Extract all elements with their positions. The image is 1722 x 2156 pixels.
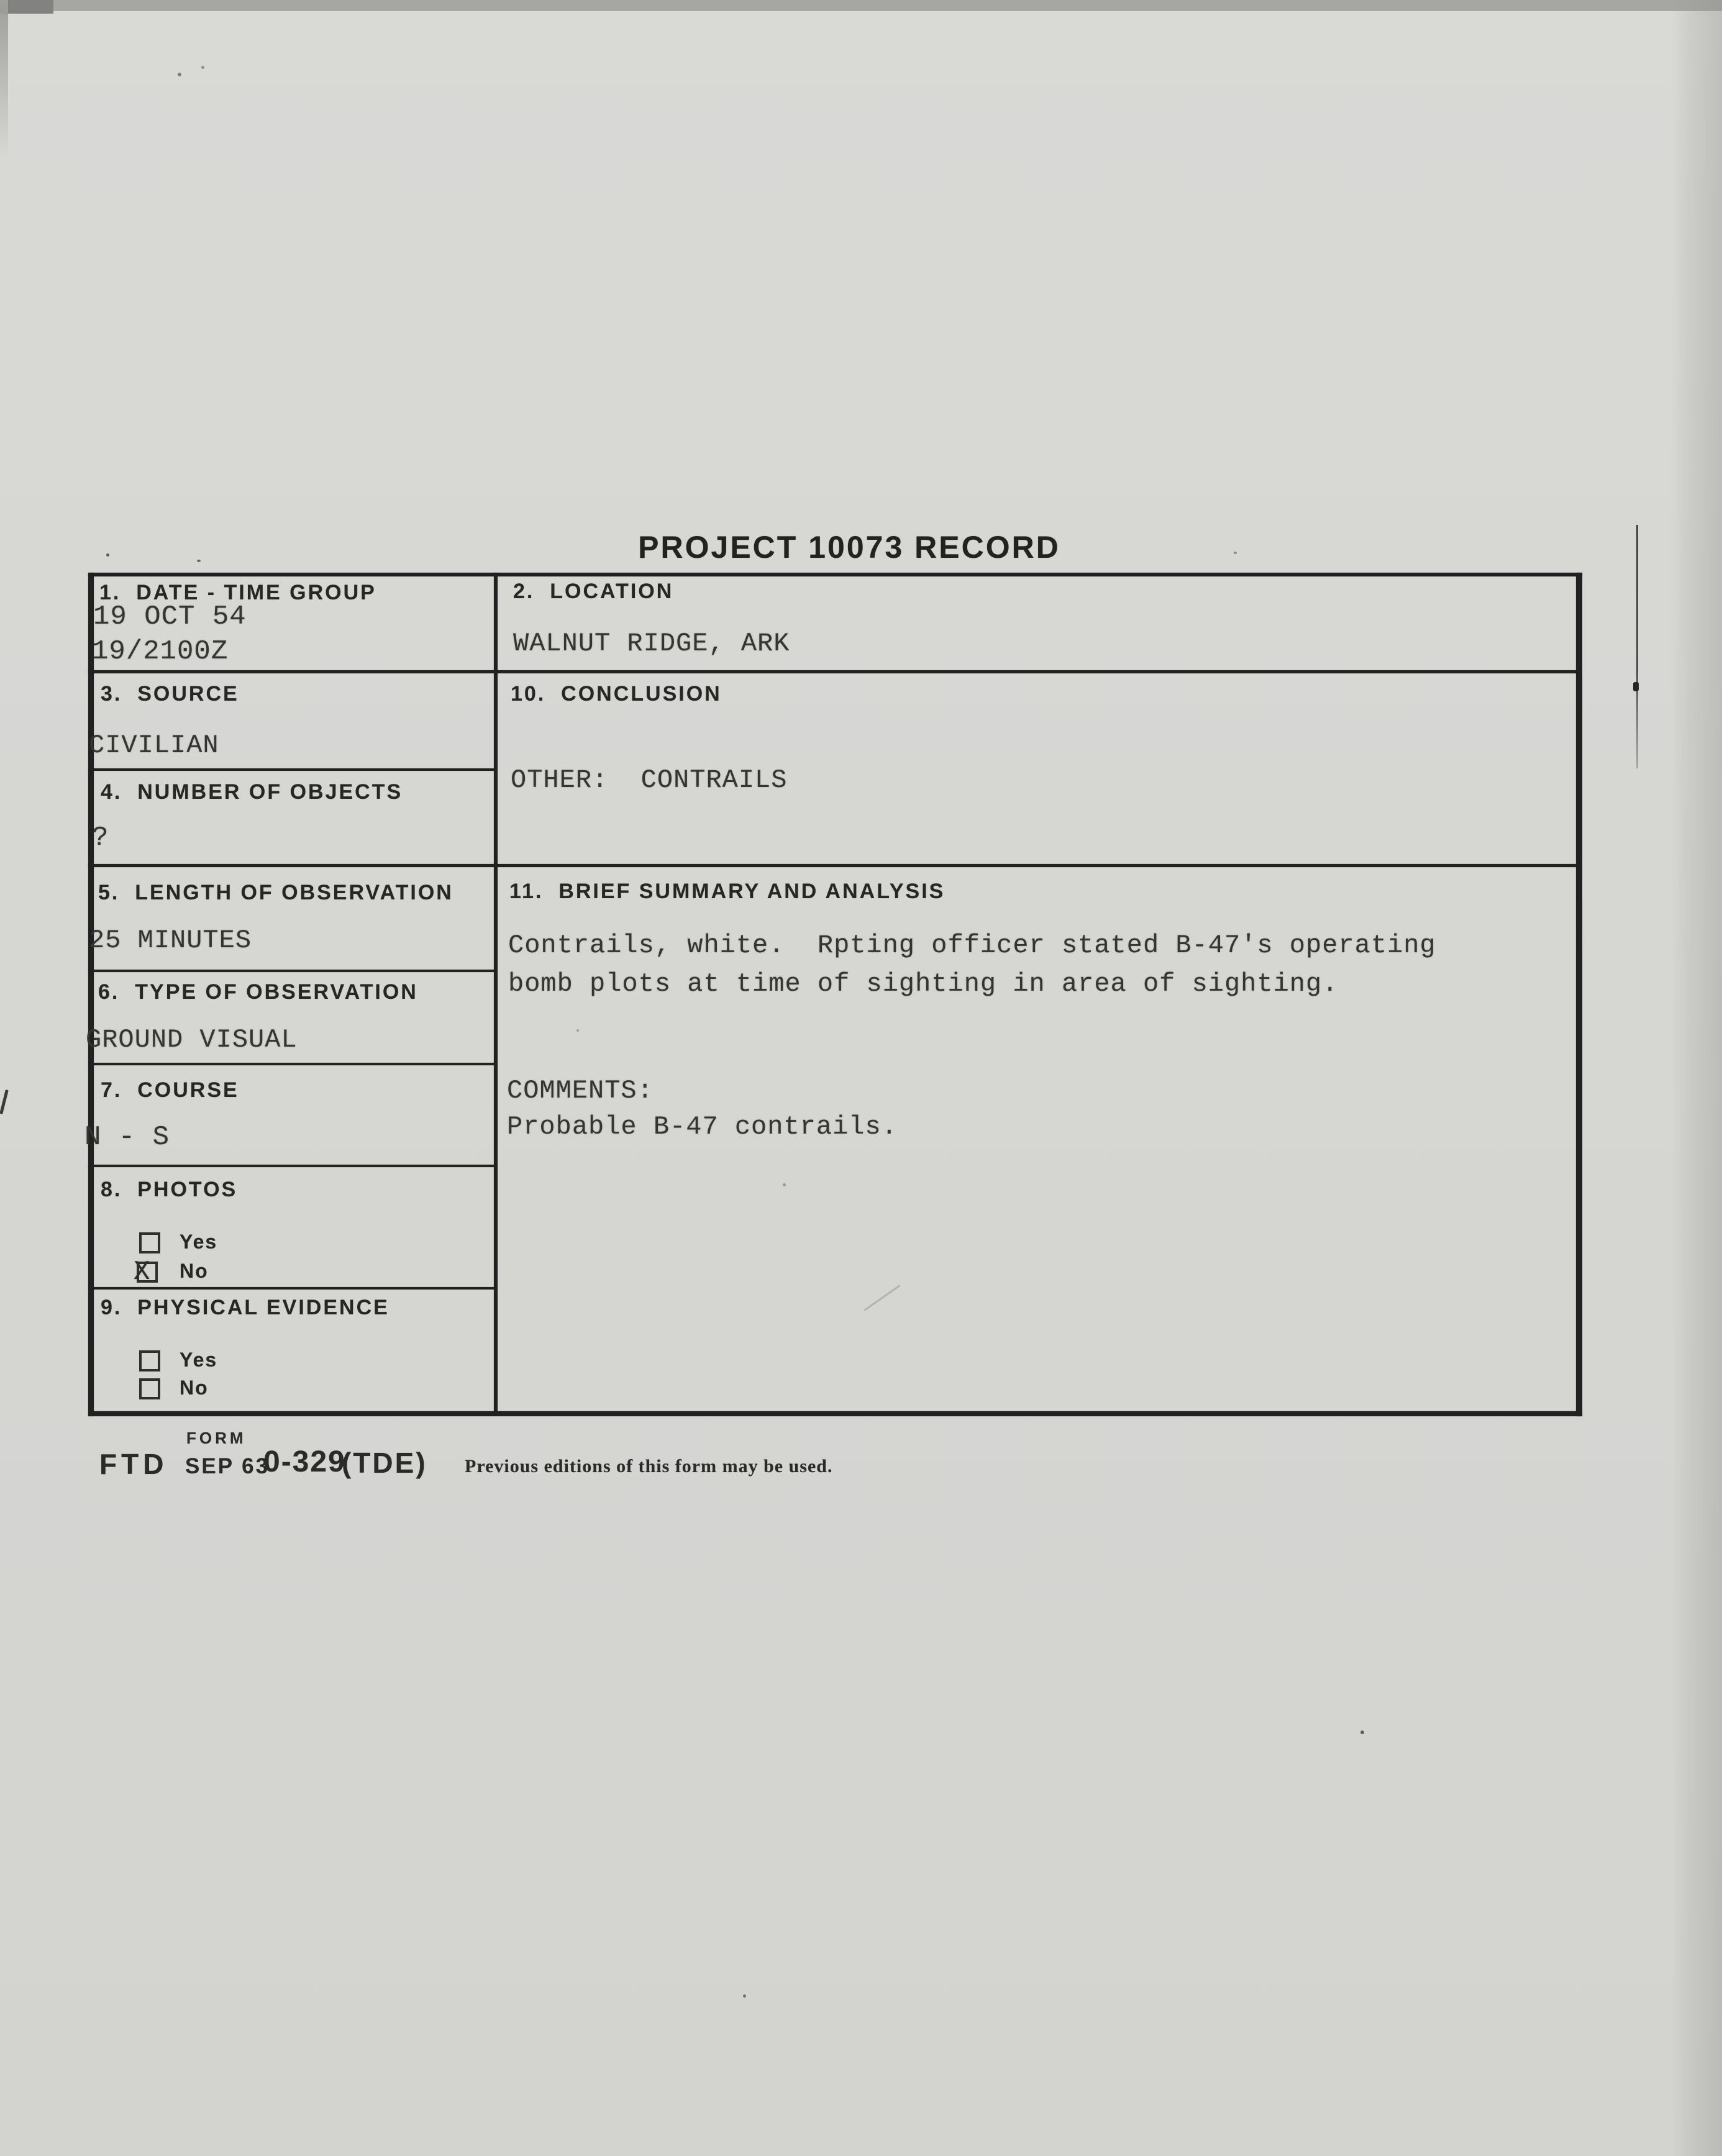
- field-label-location: 2. LOCATION: [513, 580, 674, 603]
- field-value-conclusion: OTHER: CONTRAILS: [511, 765, 788, 795]
- evidence-no-label: No: [180, 1376, 209, 1399]
- field-value-type-of-observation: GROUND VISUAL: [86, 1025, 298, 1055]
- field-label-length-of-observation: 5. LENGTH OF OBSERVATION: [98, 881, 453, 904]
- field-value-location: WALNUT RIDGE, ARK: [513, 629, 790, 658]
- scan-fold-line-blip: [1633, 682, 1639, 691]
- footer-form-suffix: (TDE): [342, 1447, 427, 1479]
- dust-speck: [178, 73, 181, 76]
- table-border-left: [88, 573, 94, 1416]
- table-row-line-type-course: [88, 1063, 494, 1065]
- field-label-source: 3. SOURCE: [101, 682, 239, 706]
- field-label-photos: 8. PHOTOS: [101, 1178, 238, 1201]
- summary-line-2: bomb plots at time of sighting in area of sighting.: [508, 969, 1339, 999]
- photos-no-checkmark: X: [134, 1257, 150, 1288]
- photos-no-label: No: [180, 1260, 209, 1282]
- summary-line-1: Contrails, white. Rpting officer stated B-47's operating: [508, 930, 1436, 960]
- field-label-type-of-observation: 6. TYPE OF OBSERVATION: [98, 980, 418, 1004]
- footer-note: Previous editions of this form may be used.: [465, 1456, 833, 1476]
- page-title: PROJECT 10073 RECORD: [638, 530, 1060, 565]
- footer-form-number: 0-329: [263, 1445, 346, 1478]
- table-border-top: [88, 573, 1582, 576]
- table-row-line-source-objects: [88, 768, 494, 771]
- field-label-physical-evidence: 9. PHYSICAL EVIDENCE: [101, 1296, 390, 1319]
- dust-speck: [783, 1183, 786, 1186]
- field-label-brief-summary: 11. BRIEF SUMMARY AND ANALYSIS: [509, 880, 945, 903]
- dust-speck: [1234, 552, 1237, 554]
- scan-edge-top: [0, 0, 1722, 11]
- field-label-conclusion: 10. CONCLUSION: [511, 682, 722, 706]
- dust-speck: [201, 66, 204, 69]
- table-row-line-2: [88, 864, 1576, 867]
- field-value-length-of-observation: 25 MINUTES: [89, 926, 252, 955]
- evidence-yes-label: Yes: [180, 1349, 218, 1371]
- field-value-course: N - S: [84, 1122, 170, 1153]
- field-label-number-of-objects: 4. NUMBER OF OBJECTS: [101, 780, 403, 804]
- photos-yes-checkbox: [139, 1232, 160, 1253]
- table-row-line-1: [88, 670, 1576, 673]
- field-value-date: 19 OCT 54: [93, 601, 247, 632]
- table-border-bottom: [88, 1411, 1582, 1416]
- scan-edge-right-shadow: [1671, 0, 1722, 2156]
- footer-org: FTD: [99, 1448, 168, 1480]
- field-label-course: 7. COURSE: [101, 1078, 239, 1102]
- scan-edge-left: [0, 0, 8, 161]
- dust-speck: [1360, 1731, 1364, 1734]
- footer-form-date: SEP 63: [185, 1454, 270, 1478]
- dust-speck: [197, 560, 201, 562]
- evidence-no-checkbox: [139, 1378, 160, 1399]
- table-column-divider: [494, 573, 498, 1414]
- photos-yes-label: Yes: [180, 1230, 218, 1253]
- field-value-time: 19/2100Z: [92, 636, 229, 667]
- field-value-number-of-objects: ?: [92, 822, 109, 853]
- field-label-date-time-group: 1. DATE - TIME GROUP: [99, 581, 376, 604]
- table-row-line-course-photos: [88, 1165, 494, 1167]
- photos-no-checkbox: [134, 1257, 158, 1288]
- table-border-right: [1576, 573, 1582, 1416]
- dust-speck: [743, 1995, 746, 1998]
- evidence-yes-checkbox: [139, 1350, 160, 1371]
- field-value-source: CIVILIAN: [89, 730, 219, 760]
- dust-speck: [106, 553, 109, 557]
- scan-margin-mark: [0, 1089, 9, 1114]
- table-row-line-length-type: [88, 970, 494, 972]
- footer-form-word: FORM: [186, 1429, 247, 1447]
- scan-fold-line: [1636, 525, 1638, 768]
- comments-label: COMMENTS:: [507, 1076, 654, 1106]
- dust-speck: [576, 1029, 579, 1032]
- scan-faint-scratch: [863, 1285, 900, 1311]
- comments-value: Probable B-47 contrails.: [507, 1112, 898, 1142]
